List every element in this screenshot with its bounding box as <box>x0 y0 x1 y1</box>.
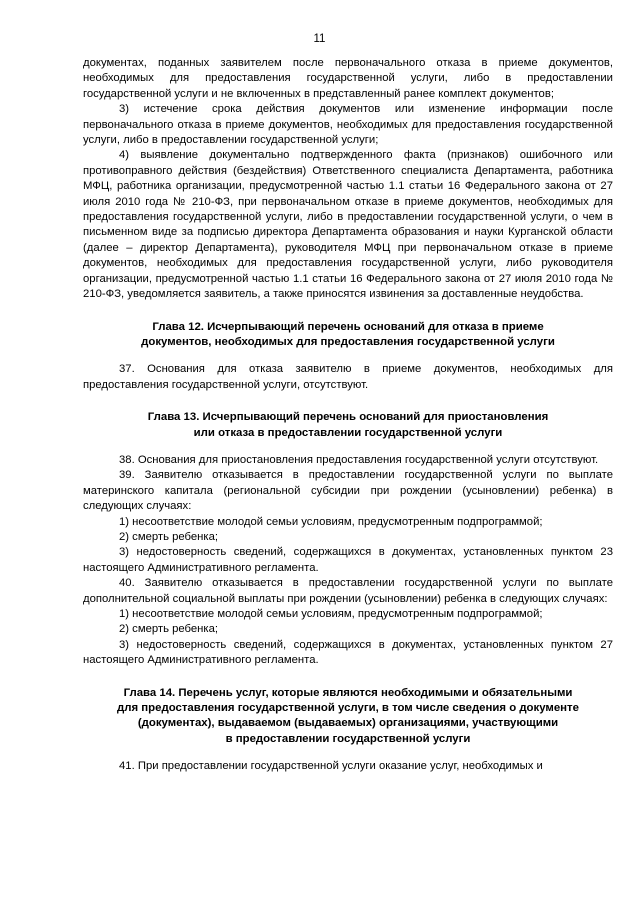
heading-line: документов, необходимых для предоставления государственной услуги <box>141 335 555 348</box>
paragraph-38: 38. Основания для приостановления предоставления государственной услуги отсутствуют. <box>119 453 599 466</box>
heading-line: Глава 12. Исчерпывающий перечень оснований для отказа в приеме <box>152 320 544 333</box>
heading-line: Глава 13. Исчерпывающий перечень оснований для приостановления <box>147 411 549 424</box>
paragraph-39: 39. Заявителю отказывается в предоставлении государственной услуги по выплате материнского капитала (региональной субсидии при рождении (усыновлении) ребенка) в следующих случаях: <box>83 469 613 513</box>
list-item: 2) смерть ребенка; <box>119 530 219 543</box>
paragraph-37: 37. Основания для отказа заявителю в приеме документов, необходимых для предоставления государственной услуги, отсутствуют. <box>83 363 613 391</box>
list-item: 1) несоответствие молодой семьи условиям, предусмотренным подпрограммой; <box>119 608 543 620</box>
paragraph-40: 40. Заявителю отказывается в предоставлении государственной услуги по выплате дополнительной социальной выплаты при рождении (усыновлении) ребенка в следующих случаях: <box>83 577 613 605</box>
paragraph: 4) выявление документально подтвержденного факта (признаков) ошибочного или противоправного действия (бездействия) Ответственного специалиста Департамента, работника МФЦ, работника организации, предусмотренной частью 1.1 статьи 16 Федерального закона от 27 июля 2010 года № 210-ФЗ, при первоначальном отказе в приеме документов, необходимых для предоставления государственной услуги, либо в предоставлении государственной услуги, о чем в письменном виде за подписью директора Департамента образования и науки Курганской области (далее – директор Департамента), руководителя МФЦ при первоначальном отказе в приеме документов, необходимых для предоставления государственной услуги, либо руководителя организации, предусмотренной частью 1.1 статьи 16 Федерального закона от 27 июля 2010 года № 210-ФЗ, уведомляется заявитель, а также приносятся извинения за доставленные неудобства. <box>83 149 613 301</box>
list-item: 1) несоответствие молодой семьи условиям, предусмотренным подпрограммой; <box>119 515 543 528</box>
chapter-13-heading <box>83 410 613 441</box>
list-item: 3) недостоверность сведений, содержащихся в документах, установленных пунктом 27 настоящего Административного регламента. <box>83 638 613 667</box>
paragraph-41: 41. При предоставлении государственной услуги оказание услуг, необходимых и <box>119 760 543 773</box>
page-number: 11 <box>313 33 326 45</box>
list-item: 2) смерть ребенка; <box>119 623 219 636</box>
heading-line: для предоставления государственной услуги, в том числе сведения о документе <box>117 702 579 715</box>
heading-line: (документах), выдаваемом (выдаваемых) организациями, участвующими <box>137 717 559 730</box>
heading-line: Глава 14. Перечень услуг, которые являются необходимыми и обязательными <box>123 686 573 699</box>
heading-line: в предоставлении государственной услуги <box>225 732 471 745</box>
page-content <box>83 56 613 775</box>
paragraph: документах, поданных заявителем после первоначального отказа в приеме документов, необходимых для предоставления государственной услуги, либо в предоставлении государственной услуги и не включенных в представленный ранее комплект документов; <box>83 57 613 100</box>
heading-line: или отказа в предоставлении государственной услуги <box>193 426 503 439</box>
paragraph: 3) истечение срока действия документов или изменение информации после первоначального отказа в приеме документов, необходимых для предоставления государственной услуги, либо в предоставлении государственной услуги; <box>83 103 613 147</box>
chapter-14-heading <box>83 686 613 748</box>
list-item: 3) недостоверность сведений, содержащихся в документах, установленных пунктом 23 настоящего Административного регламента. <box>83 546 613 574</box>
chapter-12-heading <box>83 320 613 351</box>
